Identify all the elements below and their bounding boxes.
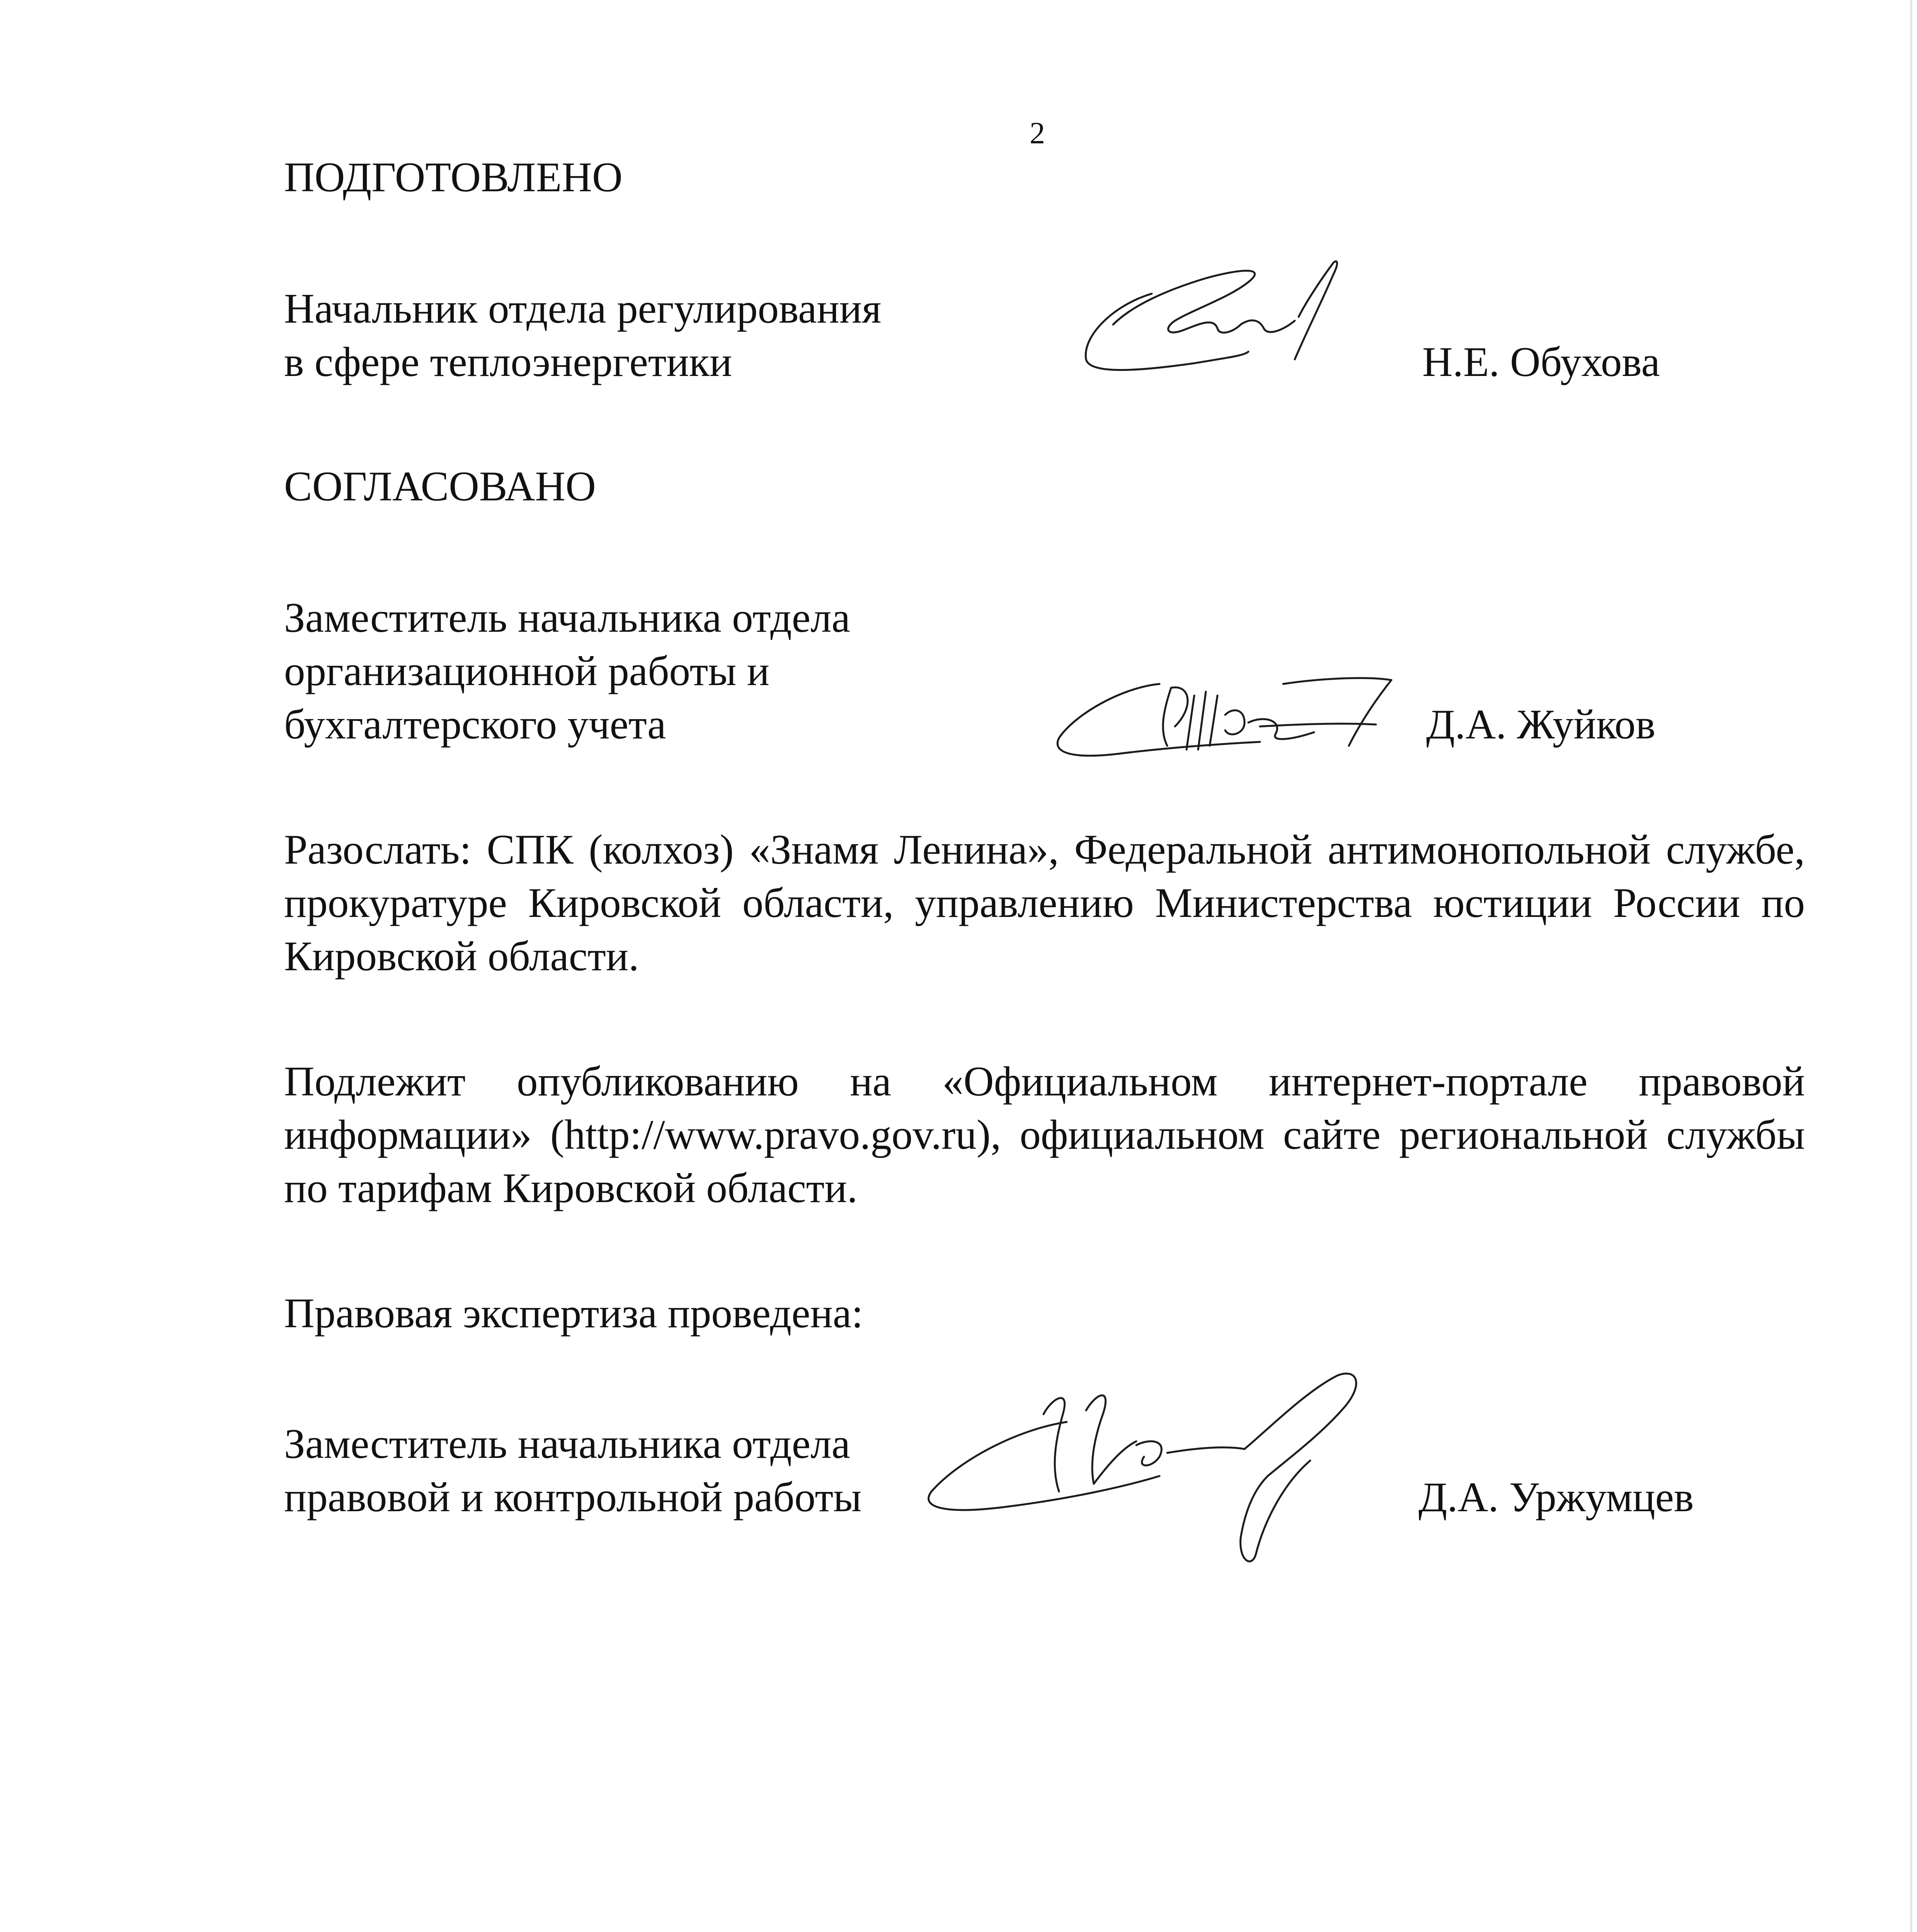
prepared-position-line-1: Начальник отдела регулирования — [284, 285, 882, 332]
agreed-name: Д.А. Жуйков — [1426, 701, 1656, 748]
signature-urzhumtsev — [920, 1352, 1422, 1573]
legal-review-position-line-1: Заместитель начальника отдела — [284, 1420, 850, 1467]
prepared-heading: ПОДГОТОВЛЕНО — [284, 154, 623, 201]
agreed-position-line-2: организационной работы и — [284, 648, 770, 694]
legal-review-name: Д.А. Уржумцев — [1418, 1474, 1694, 1520]
publication-paragraph: Подлежит опубликованию на «Официальном интернет-портале правовой информации» (http://www.pravo.gov.ru), официальном сайте региональной службы по тарифам Кировской области. — [284, 1058, 1805, 1211]
scan-edge — [1910, 0, 1912, 1932]
signature-zhuikov — [1044, 657, 1415, 773]
agreed-position-line-3: бухгалтерского учета — [284, 701, 666, 748]
agreed-position-line-1: Заместитель начальника отдела — [284, 594, 850, 641]
page-number: 2 — [1030, 116, 1045, 150]
agreed-heading: СОГЛАСОВАНО — [284, 463, 596, 510]
legal-review-heading: Правовая экспертиза проведена: — [284, 1290, 863, 1337]
distribution-paragraph: Разослать: СПК (колхоз) «Знамя Ленина», Федеральной антимонопольной службе, прокуратуре Кировской области, управлению Министерства юстиции России по Кировской области. — [284, 826, 1805, 980]
prepared-name: Н.Е. Обухова — [1422, 338, 1660, 385]
signature-obukhova — [1067, 247, 1360, 386]
legal-review-position-line-2: правовой и контрольной работы — [284, 1474, 862, 1520]
prepared-position-line-2: в сфере теплоэнергетики — [284, 338, 732, 385]
